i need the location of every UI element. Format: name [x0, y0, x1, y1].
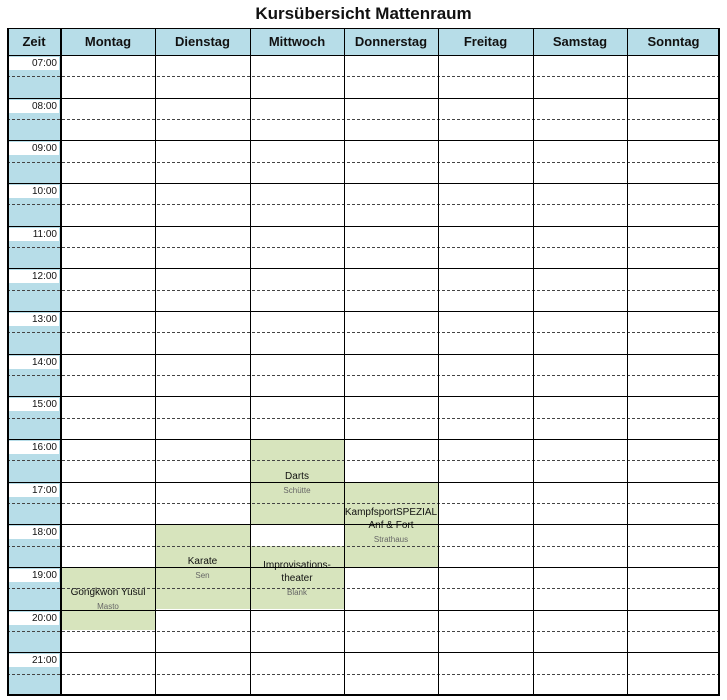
grid-line: [7, 652, 720, 653]
grid-line: [7, 247, 720, 248]
grid-line: [7, 546, 720, 547]
grid-line: [7, 631, 720, 632]
course-trainer: Masto: [97, 602, 119, 611]
header-day-freitag: Freitag: [438, 28, 533, 55]
time-label: 21:00: [7, 654, 59, 667]
schedule-grid: [7, 28, 720, 695]
grid-line: [7, 375, 720, 376]
grid-line: [7, 98, 720, 99]
grid-line: [7, 354, 720, 355]
time-label: 12:00: [7, 270, 59, 283]
time-label: 11:00: [7, 228, 59, 241]
header-day-montag: Montag: [61, 28, 155, 55]
course-block-kampfsport-spezial: [344, 483, 438, 567]
grid-line: [7, 28, 720, 29]
header-zeit: Zeit: [7, 28, 61, 55]
header-day-donnerstag: Donnerstag: [344, 28, 438, 55]
course-name: Gongkwon Yusul: [70, 587, 146, 598]
grid-line: [7, 460, 720, 461]
time-label: 08:00: [7, 100, 59, 113]
course-name: Improvisations-: [263, 559, 331, 571]
grid-line: [7, 524, 720, 525]
grid-line: [155, 28, 156, 695]
grid-line: [7, 268, 720, 269]
grid-line: [7, 418, 720, 419]
header-day-mittwoch: Mittwoch: [250, 28, 344, 55]
course-trainer: Schütte: [283, 486, 311, 495]
time-label: 13:00: [7, 313, 59, 326]
header-day-dienstag: Dienstag: [155, 28, 250, 55]
grid-line: [7, 588, 720, 589]
grid-line: [60, 28, 62, 695]
time-label: 10:00: [7, 185, 59, 198]
time-label: 17:00: [7, 484, 59, 497]
grid-line: [7, 55, 720, 56]
page-title: Kursübersicht Mattenraum: [255, 4, 472, 23]
course-name: KampfsportSPEZIAL: [344, 507, 438, 518]
grid-line: [7, 694, 720, 696]
course-trainer: Strathaus: [373, 535, 409, 544]
grid-line: [7, 396, 720, 397]
time-label: 14:00: [7, 356, 59, 369]
course-name-line2: Anf & Fort: [368, 520, 414, 531]
course-trainer: Sen: [195, 570, 210, 580]
course-name: Karate: [187, 555, 218, 567]
time-label: 16:00: [7, 441, 59, 454]
grid-line: [7, 76, 720, 77]
grid-line: [7, 162, 720, 163]
header-day-samstag: Samstag: [533, 28, 627, 55]
course-name-line2: theater: [281, 572, 313, 584]
time-label: 15:00: [7, 398, 59, 411]
header-day-sonntag: Sonntag: [627, 28, 720, 55]
grid-line: [7, 332, 720, 333]
grid-line: [344, 28, 345, 695]
grid-line: [718, 28, 720, 695]
grid-line: [7, 439, 720, 440]
grid-line: [7, 204, 720, 205]
grid-line: [438, 28, 439, 695]
grid-line: [7, 28, 9, 695]
time-label: 20:00: [7, 612, 59, 625]
course-name: Darts: [285, 471, 309, 482]
grid-line: [7, 610, 720, 611]
grid-line: [7, 674, 720, 675]
grid-line: [7, 482, 720, 483]
grid-line: [7, 567, 720, 568]
time-label: 07:00: [7, 57, 59, 70]
course-block-improvisationstheater: [250, 546, 344, 609]
grid-line: [7, 226, 720, 227]
time-label: 09:00: [7, 142, 59, 155]
course-block-gongkwon-yusul: [61, 567, 155, 630]
grid-line: [250, 28, 251, 695]
grid-line: [7, 183, 720, 184]
time-label: 19:00: [7, 569, 59, 582]
course-trainer: Blank: [286, 587, 307, 597]
grid-line: [7, 119, 720, 120]
grid-line: [7, 503, 720, 504]
grid-line: [7, 140, 720, 141]
grid-line: [7, 290, 720, 291]
grid-line: [533, 28, 534, 695]
time-label: 18:00: [7, 526, 59, 539]
grid-line: [7, 311, 720, 312]
grid-line: [627, 28, 628, 695]
